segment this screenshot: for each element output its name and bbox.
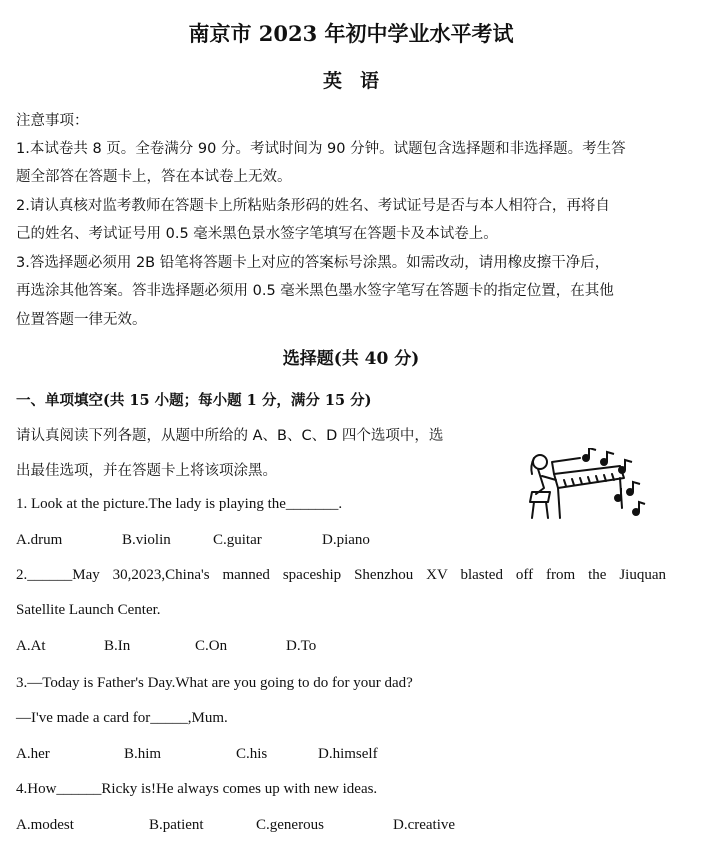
notes-heading: 注意事项： xyxy=(16,113,89,129)
question-4-option-d: D.creative xyxy=(393,817,456,833)
question-2-option-a: A.At xyxy=(16,638,46,654)
question-3-option-b: B.him xyxy=(124,746,162,762)
question-4-option-a: A.modest xyxy=(16,817,74,833)
instructions-line: 出最佳选项，并在答题卡上将该项涂黑。 xyxy=(16,463,277,479)
question-4-stem: 4.How______Ricky is!He always comes up with new ideas. xyxy=(16,781,378,797)
section-title: 选择题(共 40 分) xyxy=(282,349,420,369)
exam-title: 南京市 2023 年初中学业水平考试 xyxy=(188,21,514,46)
subject-title: 英语 xyxy=(322,70,397,92)
instructions-line: 请认真阅读下列各题，从题中所给的 A、B、C、D 四个选项中，选 xyxy=(16,428,444,444)
question-3-option-d: D.himself xyxy=(318,746,378,762)
question-2-stem-continued: Satellite Launch Center. xyxy=(16,602,161,618)
question-2-stem: 2.______May 30,2023,China's manned spaceship Shenzhou XV blasted off from the Jiuquan xyxy=(16,567,666,583)
question-2-option-d: D.To xyxy=(286,638,317,654)
question-1-option-c: C.guitar xyxy=(213,532,262,548)
question-2-option-c: C.On xyxy=(195,638,228,654)
lady-playing-piano-icon xyxy=(510,448,650,528)
question-3-option-a: A.her xyxy=(16,746,50,762)
question-1-stem: 1. Look at the picture.The lady is playing the_______. xyxy=(16,496,343,512)
notes-line: 位置答题一律无效。 xyxy=(16,312,147,328)
question-1-option-d: D.piano xyxy=(322,532,370,548)
notes-line: 1.本试卷共 8 页。全卷满分 90 分。考试时间为 90 分钟。试题包含选择题和非选择题。考生答 xyxy=(16,141,626,157)
notes-line: 题全部答在答题卡上，答在本试卷上无效。 xyxy=(16,169,292,185)
question-3-option-c: C.his xyxy=(236,746,268,762)
notes-line: 3.答选择题必须用 2B 铅笔将答题卡上对应的答案标号涂黑。如需改动，请用橡皮擦干净后， xyxy=(16,255,610,271)
question-3-stem: 3.—Today is Father's Day.What are you going to do for your dad? xyxy=(16,675,413,691)
question-1-option-b: B.violin xyxy=(122,532,171,548)
notes-line: 己的姓名、考试证号用 0.5 毫米黑色景水签字笔填写在答题卡及本试卷上。 xyxy=(16,226,498,242)
part-title: 一、单项填空(共 15 小题；每小题 1 分，满分 15 分) xyxy=(16,392,372,409)
question-4-option-b: B.patient xyxy=(149,817,204,833)
question-2-option-b: B.In xyxy=(104,638,131,654)
question-3-stem-continued: —I've made a card for_____,Mum. xyxy=(16,710,228,726)
question-4-option-c: C.generous xyxy=(256,817,324,833)
notes-line: 再选涂其他答案。答非选择题必须用 0.5 毫米黑色墨水签字笔写在答题卡的指定位置，在其他 xyxy=(16,283,614,299)
question-1-option-a: A.drum xyxy=(16,532,63,548)
notes-line: 2.请认真核对监考教师在答题卡上所粘贴条形码的姓名、考试证号是否与本人相符合，再将自 xyxy=(16,198,610,214)
